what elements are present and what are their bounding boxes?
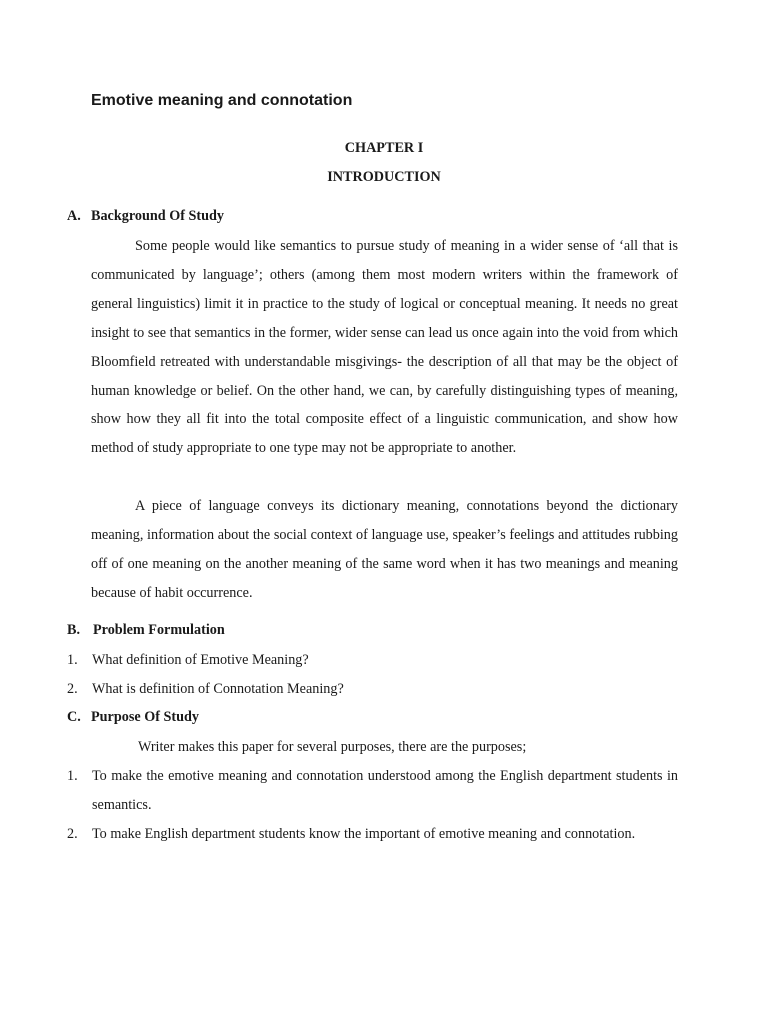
purpose-list bbox=[67, 762, 678, 849]
list-item-number: 1. bbox=[67, 768, 78, 784]
list-item bbox=[67, 762, 678, 820]
list-item-text: To make English department students know the important of emotive meaning and connotation. bbox=[92, 825, 636, 842]
section-b-title: Problem Formulation bbox=[93, 622, 225, 638]
list-item-number: 1. bbox=[67, 652, 78, 668]
section-a-title: Background Of Study bbox=[91, 208, 224, 224]
section-a-letter: A. bbox=[67, 208, 81, 224]
background-paragraph-2: A piece of language conveys its dictionary meaning, connotations beyond the dictionary meaning, information about the social context of language use, speaker’s feelings and attitudes rubbing off of one meaning on the another meaning of the same word when it has two meanings and meaning because of habit occurrence. bbox=[91, 498, 678, 601]
problem-list bbox=[67, 646, 678, 704]
section-c-heading bbox=[67, 709, 199, 726]
list-item-text: What definition of Emotive Meaning? bbox=[92, 652, 309, 668]
list-item-text: What is definition of Connotation Meaning? bbox=[92, 680, 344, 697]
list-item-number: 2. bbox=[67, 825, 78, 842]
list-item-text: To make the emotive meaning and connotation understood among the English department students in semantics. bbox=[92, 768, 678, 813]
section-c-letter: C. bbox=[67, 709, 81, 725]
list-item bbox=[67, 675, 678, 704]
list-item bbox=[67, 646, 678, 675]
section-c-title: Purpose Of Study bbox=[91, 709, 199, 725]
document-title: Emotive meaning and connotation bbox=[91, 92, 353, 109]
list-item bbox=[67, 820, 678, 849]
section-b-letter: B. bbox=[67, 622, 81, 638]
list-item-number: 2. bbox=[67, 680, 78, 697]
background-paragraph-1: Some people would like semantics to pursue study of meaning in a wider sense of ‘all that is communicated by language’; others (among them most modern writers within the framework of general linguistics) limit it in practice to the study of logical or conceptual meaning. It needs no great insight to see that semantics in the former, wider sense can lead us once again into the void from which Bloomfield retreated with understandable misgivings- the description of all that may be the object of human knowledge or belief. On the other hand, we can, by carefully distinguishing types of meaning, show how they all fit into the total composite effect of a linguistic communication, and show how method of study appropriate to one type may not be appropriate to another. bbox=[91, 238, 678, 457]
purpose-intro: Writer makes this paper for several purposes, there are the purposes; bbox=[138, 739, 527, 755]
section-b-heading bbox=[67, 622, 225, 639]
chapter-label: CHAPTER I bbox=[344, 140, 424, 156]
section-a-heading bbox=[67, 208, 224, 225]
chapter-title: INTRODUCTION bbox=[327, 169, 441, 185]
